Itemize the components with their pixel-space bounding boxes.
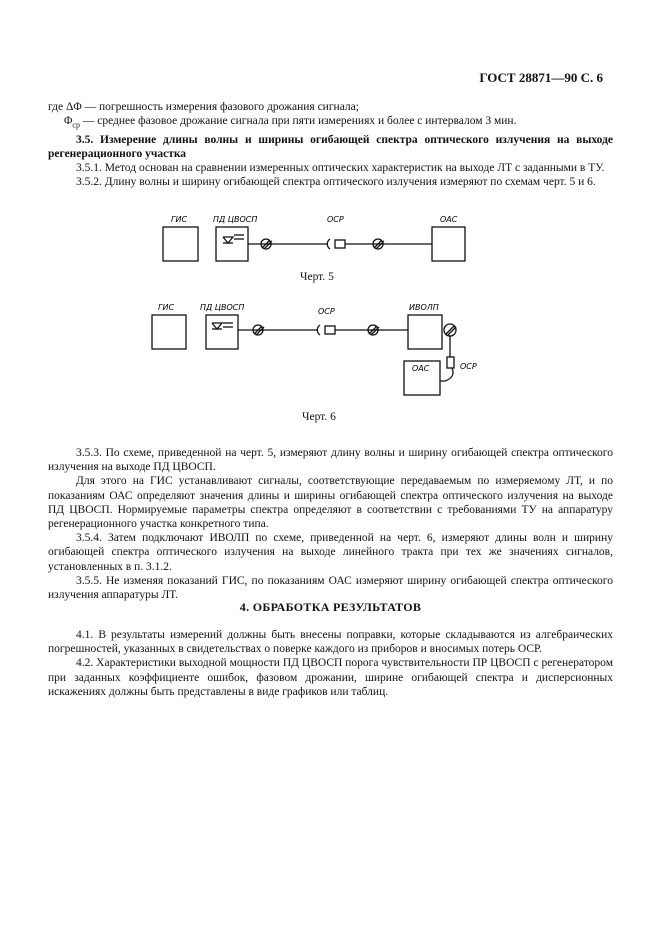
definition-text: — погрешность измерения фазового дрожания сигнала; bbox=[81, 101, 359, 113]
definition-term: Φ bbox=[64, 115, 73, 128]
oas-box bbox=[432, 227, 465, 261]
ivolp-box bbox=[408, 315, 442, 349]
paragraph-3-5-5: 3.5.5. Не изменяя показаний ГИС, по показаниям ОАС измеряют ширину огибающей спектра оптического излучения аппаратуры ЛТ. bbox=[48, 574, 613, 602]
paragraph-3-5-2: 3.5.2. Длину волны и ширину огибающей спектра оптического излучения измеряют по схемам черт. 5 и 6. bbox=[76, 176, 596, 189]
fig6-label-osr-2: ОСР bbox=[460, 362, 477, 371]
gis-box bbox=[152, 315, 186, 349]
osr-attenuator bbox=[325, 326, 335, 334]
osr-attenuator-2 bbox=[447, 357, 454, 368]
paragraph-3-5-1: 3.5.1. Метод основан на сравнении измеренных оптических характеристик на выходе ЛТ с заданными в ТУ. bbox=[76, 162, 605, 175]
paragraph-3-5-4: 3.5.4. Затем подключают ИВОЛП по схеме, приведенной на черт. 6, измеряют длины волн и ширину огибающей спектра оптического излучения на выходе линейного тракта при тех же значениях сигналов, установленных в п. 3.1.2. bbox=[48, 532, 613, 573]
fig5-label-oas: ОАС bbox=[440, 215, 458, 224]
figure-6-diagram bbox=[0, 297, 661, 409]
gis-box bbox=[163, 227, 198, 261]
definition-subscript: ср bbox=[72, 120, 80, 130]
osr-attenuator bbox=[335, 240, 345, 248]
fig6-label-oas: ОАС bbox=[412, 364, 430, 373]
pd-box bbox=[206, 315, 238, 349]
fig5-label-osr: ОСР bbox=[327, 215, 344, 224]
paragraph-3-5-3-b: Для этого на ГИС устанавливают сигналы, соответствующие передаваемым по измеряемому ЛТ, и по показаниям ОАС определяют значения длины и ширины огибающей спектра оптического излучения на выходе ПД ЦВОСП. Нормируемые параметры спектра определяют в соответствии с требованиями ТУ на аппаратуру регенерационного участка конкретного типа. bbox=[48, 475, 613, 531]
section-4-body bbox=[48, 628, 613, 699]
fig6-label-ivolp: ИВОЛП bbox=[409, 303, 439, 312]
pd-box bbox=[216, 227, 248, 261]
definitions-block bbox=[48, 100, 613, 190]
definition-term: где ΔΦ bbox=[48, 101, 82, 113]
fig6-label-gis: ГИС bbox=[158, 303, 175, 312]
section-4-title: 4. ОБРАБОТКА РЕЗУЛЬТАТОВ bbox=[239, 600, 422, 614]
figure-5-diagram bbox=[0, 205, 661, 270]
fig6-label-osr: ОСР bbox=[318, 307, 335, 316]
figure-6-caption: Черт. 6 bbox=[302, 411, 336, 423]
page-header: ГОСТ 28871—90 С. 6 bbox=[479, 70, 603, 85]
figure-5-caption: Черт. 5 bbox=[300, 271, 334, 283]
definition-phi-avg bbox=[48, 114, 613, 133]
paragraph-4-1: 4.1. В результаты измерений должны быть внесены поправки, которые складываются из алгебраических погрешностей, указанных в свидетельствах о поверке каждого из приборов и вносимых потерь ОСР. bbox=[48, 629, 613, 656]
paragraph-3-5-3: 3.5.3. По схеме, приведенной на черт. 5, измеряют длину волны и ширину огибающей спектра оптического излучения на выходе ПД ЦВОСП. bbox=[48, 447, 613, 474]
definition-delta-phi bbox=[48, 100, 613, 114]
definition-text: — среднее фазовое дрожание сигнала при пяти измерениях и более с интервалом 3 мин. bbox=[79, 115, 517, 128]
fig5-label-pd: ПД ЦВОСП bbox=[213, 215, 258, 224]
paragraph-4-2: 4.2. Характеристики выходной мощности ПД ЦВОСП порога чувствительности ПР ЦВОСП с регенератором при заданных коэффициенте ошибок, фазовом дрожании, ширине огибающей спектра и дисперсионных искажениях должны быть представлены в виде графиков или таблиц. bbox=[48, 657, 613, 698]
section-3-5-heading: 3.5. Измерение длины волны и ширины огибающей спектра оптического излучения на выходе регенерационного участка bbox=[48, 133, 613, 160]
fig5-label-gis: ГИС bbox=[171, 215, 188, 224]
section-3-5-body bbox=[48, 446, 613, 602]
fig6-label-pd: ПД ЦВОСП bbox=[200, 303, 245, 312]
